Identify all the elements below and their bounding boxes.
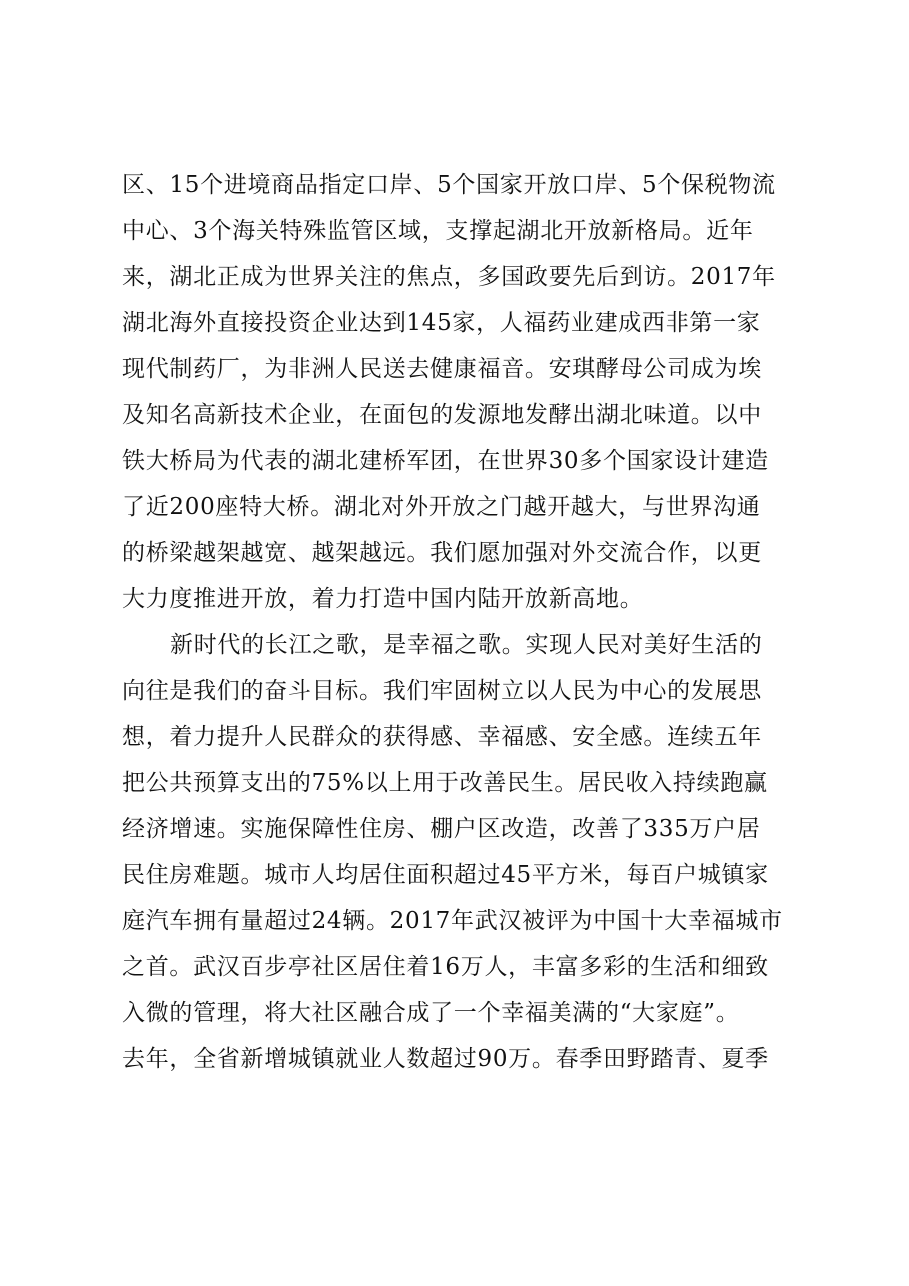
- text-line: 庭汽车拥有量超过24辆。2017年武汉被评为中国十大幸福城市: [122, 908, 783, 934]
- text-line: 及知名高新技术企业，在面包的发源地发酵出湖北味道。以中: [122, 402, 762, 428]
- text-line: 来，湖北正成为世界关注的焦点，多国政要先后到访。2017年: [122, 264, 776, 290]
- paragraph-start-line: 新时代的长江之歌，是幸福之歌。实现人民对美好生活的: [170, 632, 763, 658]
- text-line: 的桥梁越架越宽、越架越远。我们愿加强对外交流合作，以更: [122, 540, 762, 566]
- text-line: 区、15个进境商品指定口岸、5个国家开放口岸、5个保税物流: [122, 172, 776, 198]
- text-line: 经济增速。实施保障性住房、棚户区改造，改善了335万户居: [122, 816, 761, 842]
- text-line: 铁大桥局为代表的湖北建桥军团，在世界30多个国家设计建造: [122, 448, 769, 474]
- text-line: 把公共预算支出的75%以上用于改善民生。居民收入持续跑赢: [122, 770, 768, 796]
- text-line: 向往是我们的奋斗目标。我们牢固树立以人民为中心的发展思: [122, 678, 762, 704]
- text-line: 入微的管理，将大社区融合成了一个幸福美满的“大家庭”。: [122, 1000, 740, 1026]
- text-line: 湖北海外直接投资企业达到145家，人福药业建成西非第一家: [122, 310, 761, 336]
- text-line: 想，着力提升人民群众的获得感、幸福感、安全感。连续五年: [122, 724, 762, 750]
- text-line: 去年，全省新增城镇就业人数超过90万。春季田野踏青、夏季: [122, 1046, 769, 1072]
- text-line: 大力度推进开放，着力打造中国内陆开放新高地。: [122, 586, 644, 612]
- text-line: 中心、3个海关特殊监管区域，支撑起湖北开放新格局。近年: [122, 218, 754, 244]
- text-line: 民住房难题。城市人均居住面积超过45平方米，每百户城镇家: [122, 862, 769, 888]
- text-line: 之首。武汉百步亭社区居住着16万人，丰富多彩的生活和细致: [122, 954, 769, 980]
- text-line: 现代制药厂，为非洲人民送去健康福音。安琪酵母公司成为埃: [122, 356, 762, 382]
- text-line: 了近200座特大桥。湖北对外开放之门越开越大，与世界沟通: [122, 494, 761, 520]
